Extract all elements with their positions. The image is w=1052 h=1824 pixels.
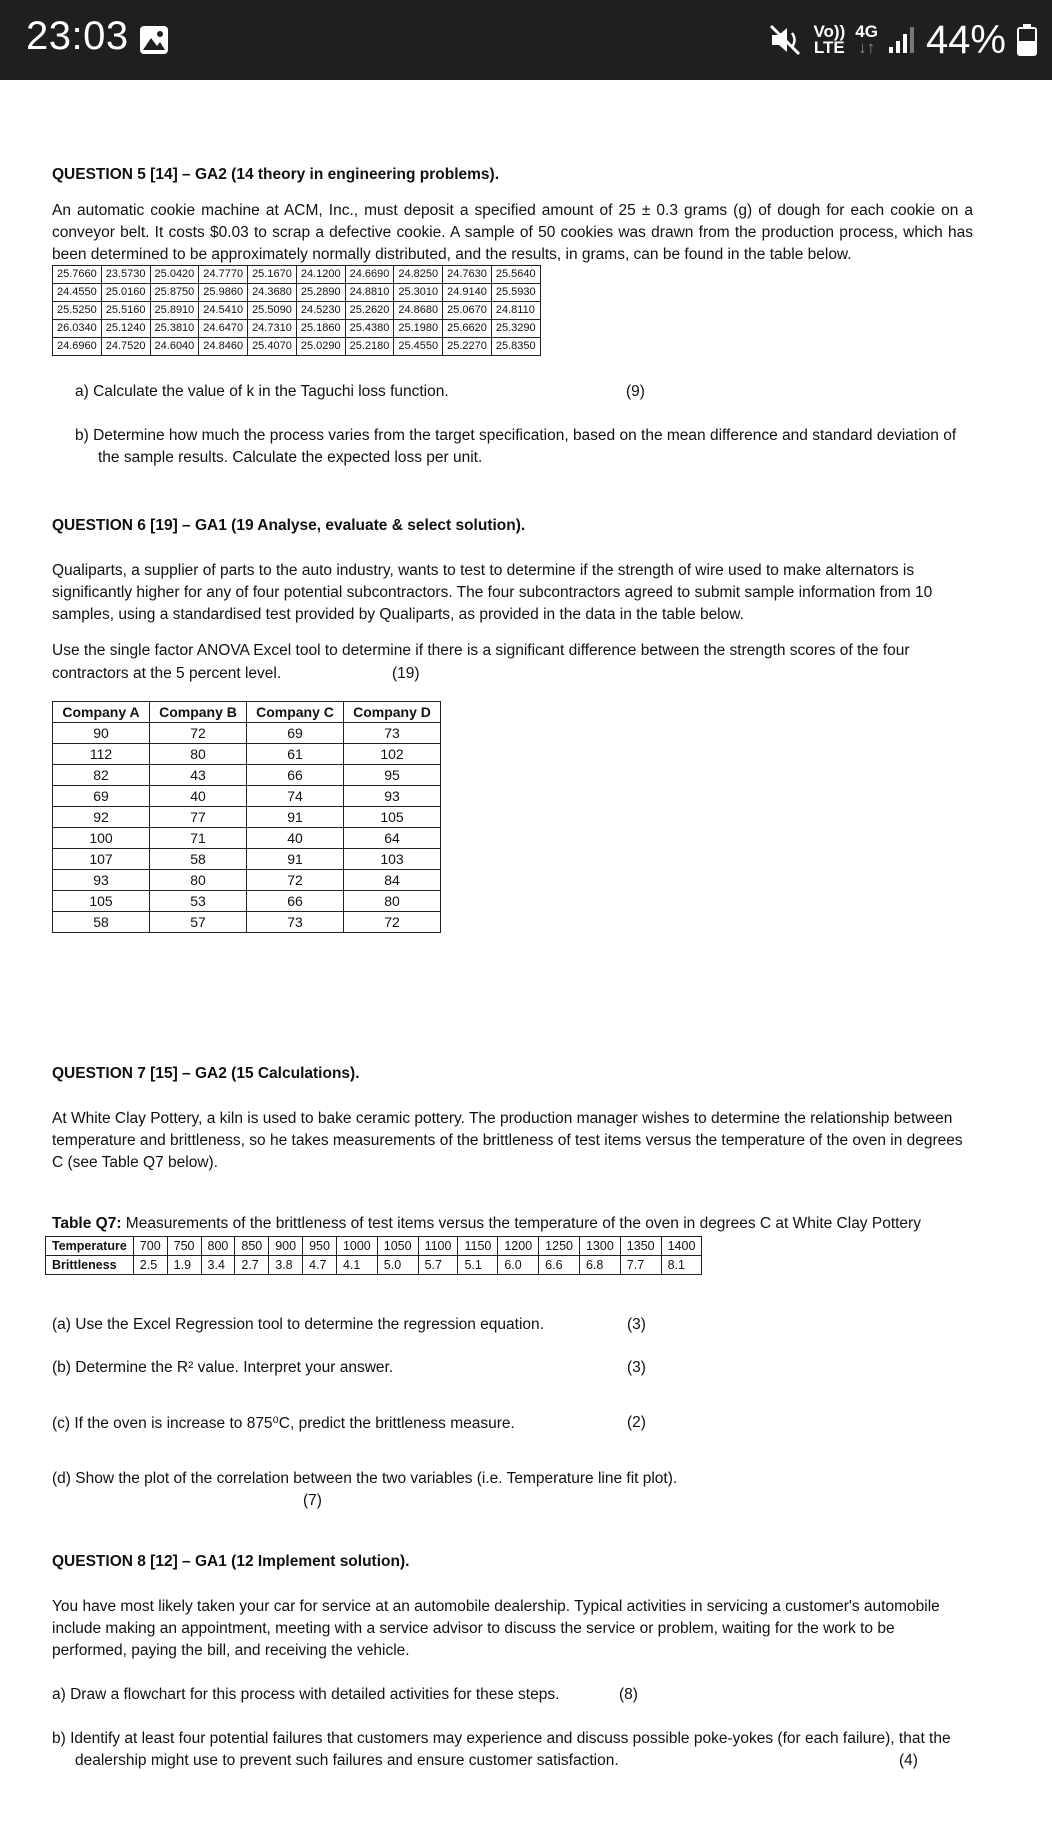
q5-body: An automatic cookie machine at ACM, Inc., must deposit a specified amount of 25 ± 0.3 grams (g) of dough for each cookie on a conveyor belt. It costs $0.03 to scrap a defective cookie. A sample of 50 cookies was drawn from the production process, which has been determined to be approximately normally distributed, and the results, in grams, can be found in the table below. xyxy=(52,202,973,263)
table-cell: 24.7630 xyxy=(443,266,492,284)
table-cell: 25.5160 xyxy=(101,302,150,320)
table-cell: 24.7520 xyxy=(101,338,150,356)
q7-title: QUESTION 7 [15] – GA2 (15 Calculations). xyxy=(52,1065,360,1082)
table-cell: 750 xyxy=(167,1237,201,1256)
table-cell: 92 xyxy=(53,807,150,828)
table-cell: 1350 xyxy=(620,1237,661,1256)
table-cell: 24.6470 xyxy=(199,320,248,338)
table-cell: 25.0670 xyxy=(443,302,492,320)
table-cell: 24.6690 xyxy=(345,266,394,284)
table-cell: 25.1240 xyxy=(101,320,150,338)
table-cell: 66 xyxy=(247,891,344,912)
table-cell: 24.8680 xyxy=(394,302,443,320)
table-cell: 82 xyxy=(53,765,150,786)
row-header: Temperature xyxy=(46,1237,134,1256)
table-cell: 1200 xyxy=(498,1237,539,1256)
status-bar xyxy=(0,0,1052,80)
q7-data-table xyxy=(45,1236,702,1275)
table-cell: 24.8810 xyxy=(345,284,394,302)
table-header-row xyxy=(53,702,441,723)
q7-part-c: (c) If the oven is increase to 875⁰C, predict the brittleness measure. xyxy=(52,1415,515,1432)
q6-company-table xyxy=(52,701,441,933)
table-row xyxy=(53,891,441,912)
table-row xyxy=(53,765,441,786)
table-cell: 25.7660 xyxy=(53,266,102,284)
q8-body: You have most likely taken your car for service at an automobile dealership. Typical activities in servicing a customer's automobile include making an appointment, meeting with a service advisor to discuss the service or problem, waiting for the work to be performed, paying the bill, and receiving the vehicle. xyxy=(52,1598,940,1659)
table-cell: 24.1200 xyxy=(296,266,345,284)
q7-table-caption-text: Measurements of the brittleness of test items versus the temperature of the oven in degrees C at White Clay Pottery xyxy=(121,1215,921,1232)
table-cell: 25.8910 xyxy=(150,302,199,320)
q5-part-a-marks: (9) xyxy=(626,383,645,400)
table-cell: 24.3680 xyxy=(248,284,297,302)
table-cell: 800 xyxy=(201,1237,235,1256)
table-cell: 900 xyxy=(269,1237,303,1256)
table-cell: 93 xyxy=(344,786,441,807)
q8-part-a-marks: (8) xyxy=(619,1686,638,1703)
table-cell: 58 xyxy=(53,912,150,933)
table-cell: 90 xyxy=(53,723,150,744)
table-cell: 2.7 xyxy=(235,1256,269,1275)
column-header: Company C xyxy=(247,702,344,723)
q5-data-table xyxy=(52,265,541,356)
table-cell: 100 xyxy=(53,828,150,849)
table-cell: 3.8 xyxy=(269,1256,303,1275)
mute-icon xyxy=(769,23,803,57)
table-cell: 25.4070 xyxy=(248,338,297,356)
table-cell: 93 xyxy=(53,870,150,891)
table-cell: 1400 xyxy=(661,1237,702,1256)
table-cell: 80 xyxy=(150,744,247,765)
table-cell: 8.1 xyxy=(661,1256,702,1275)
table-cell: 6.8 xyxy=(579,1256,620,1275)
q7-part-b: (b) Determine the R² value. Interpret your answer. xyxy=(52,1359,394,1376)
table-cell: 1300 xyxy=(579,1237,620,1256)
table-cell: 25.5250 xyxy=(53,302,102,320)
table-row xyxy=(53,723,441,744)
q8-part-a: a) Draw a flowchart for this process with detailed activities for these steps. xyxy=(52,1686,560,1703)
battery-percent: 44% xyxy=(925,17,1006,62)
table-cell: 1250 xyxy=(539,1237,580,1256)
table-cell: 24.8460 xyxy=(199,338,248,356)
table-cell: 95 xyxy=(344,765,441,786)
q7-table-caption-label: Table Q7: xyxy=(52,1215,122,1232)
table-cell: 91 xyxy=(247,849,344,870)
table-cell: 24.7310 xyxy=(248,320,297,338)
table-cell: 25.5090 xyxy=(248,302,297,320)
table-cell: 25.4380 xyxy=(345,320,394,338)
table-cell: 53 xyxy=(150,891,247,912)
table-cell: 58 xyxy=(150,849,247,870)
table-cell: 73 xyxy=(344,723,441,744)
q7-body: At White Clay Pottery, a kiln is used to bake ceramic pottery. The production manager wishes to determine the relationship between temperature and brittleness, so he takes measurements of the brittleness of test items versus the temperature of the oven in degrees C (see Table Q7 below). xyxy=(52,1110,963,1171)
q6-body: Qualiparts, a supplier of parts to the auto industry, wants to test to determine if the strength of wire used to make alternators is significantly higher for any of four potential subcontractors. The four subcontractors agreed to submit sample information from 10 samples, using a standardised test provided by Qualiparts, as provided in the data in the table below. xyxy=(52,562,933,623)
table-cell: 84 xyxy=(344,870,441,891)
table-cell: 24.5230 xyxy=(296,302,345,320)
table-cell: 25.6620 xyxy=(443,320,492,338)
table-cell: 24.8110 xyxy=(491,302,540,320)
q6-title: QUESTION 6 [19] – GA1 (19 Analyse, evaluate & select solution). xyxy=(52,517,526,534)
table-cell: 1100 xyxy=(418,1237,458,1256)
table-cell: 105 xyxy=(344,807,441,828)
row-header: Brittleness xyxy=(46,1256,134,1275)
q5-title: QUESTION 5 [14] – GA2 (14 theory in engineering problems). xyxy=(52,166,500,183)
table-row xyxy=(53,284,541,302)
table-cell: 5.1 xyxy=(458,1256,498,1275)
table-row xyxy=(53,912,441,933)
signal-icon xyxy=(888,25,916,55)
table-cell: 64 xyxy=(344,828,441,849)
q5-part-a: a) Calculate the value of k in the Taguchi loss function. xyxy=(75,383,449,400)
q6-marks: (19) xyxy=(392,665,420,682)
q5-part-b-line1: b) Determine how much the process varies from the target specification, based on the mean difference and standard deviation of xyxy=(75,427,957,444)
table-cell: 25.8350 xyxy=(491,338,540,356)
table-cell: 5.0 xyxy=(377,1256,418,1275)
table-cell: 74 xyxy=(247,786,344,807)
table-cell: 25.0290 xyxy=(296,338,345,356)
table-row xyxy=(53,302,541,320)
table-cell: 57 xyxy=(150,912,247,933)
table-cell: 700 xyxy=(133,1237,167,1256)
table-cell: 72 xyxy=(150,723,247,744)
table-cell: 24.6960 xyxy=(53,338,102,356)
table-row xyxy=(53,870,441,891)
table-cell: 80 xyxy=(344,891,441,912)
table-cell: 80 xyxy=(150,870,247,891)
q8-part-b-line2: dealership might use to prevent such failures and ensure customer satisfaction. xyxy=(75,1752,619,1769)
table-row xyxy=(53,828,441,849)
gallery-icon xyxy=(138,24,170,56)
table-row xyxy=(53,849,441,870)
table-cell: 40 xyxy=(150,786,247,807)
table-cell: 25.0420 xyxy=(150,266,199,284)
table-cell: 23.5730 xyxy=(101,266,150,284)
table-cell: 25.3010 xyxy=(394,284,443,302)
table-cell: 3.4 xyxy=(201,1256,235,1275)
table-cell: 850 xyxy=(235,1237,269,1256)
table-cell: 25.2270 xyxy=(443,338,492,356)
table-row xyxy=(53,786,441,807)
table-cell: 107 xyxy=(53,849,150,870)
table-cell: 2.5 xyxy=(133,1256,167,1275)
table-row xyxy=(53,338,541,356)
q7-table-caption xyxy=(52,1215,921,1233)
q6-instruction-line1: Use the single factor ANOVA Excel tool to determine if there is a significant difference between the strength scores of the four xyxy=(52,642,910,659)
q7-part-d-marks: (7) xyxy=(303,1492,322,1509)
table-cell: 6.0 xyxy=(498,1256,539,1275)
battery-icon xyxy=(1016,23,1038,57)
q7-part-a-marks: (3) xyxy=(627,1316,646,1333)
table-cell: 69 xyxy=(53,786,150,807)
table-cell: 43 xyxy=(150,765,247,786)
table-cell: 73 xyxy=(247,912,344,933)
table-cell: 25.1860 xyxy=(296,320,345,338)
table-cell: 25.0160 xyxy=(101,284,150,302)
table-cell: 25.9860 xyxy=(199,284,248,302)
table-cell: 25.3290 xyxy=(491,320,540,338)
table-cell: 25.1980 xyxy=(394,320,443,338)
table-cell: 102 xyxy=(344,744,441,765)
table-cell: 5.7 xyxy=(418,1256,458,1275)
table-cell: 112 xyxy=(53,744,150,765)
q8-part-b-marks: (4) xyxy=(899,1752,918,1769)
table-cell: 950 xyxy=(303,1237,337,1256)
q5-part-b-line2: the sample results. Calculate the expected loss per unit. xyxy=(98,449,483,466)
table-cell: 77 xyxy=(150,807,247,828)
q7-part-c-marks: (2) xyxy=(627,1414,646,1431)
table-cell: 1050 xyxy=(377,1237,418,1256)
column-header: Company D xyxy=(344,702,441,723)
table-cell: 25.2890 xyxy=(296,284,345,302)
table-cell: 4.7 xyxy=(303,1256,337,1275)
q8-part-b-line1: b) Identify at least four potential failures that customers may experience and discuss possible poke-yokes (for each failure), that the xyxy=(52,1730,951,1747)
table-cell: 25.5930 xyxy=(491,284,540,302)
table-cell: 6.6 xyxy=(539,1256,580,1275)
table-cell: 24.5410 xyxy=(199,302,248,320)
table-cell: 25.4550 xyxy=(394,338,443,356)
table-cell: 24.7770 xyxy=(199,266,248,284)
table-cell: 71 xyxy=(150,828,247,849)
table-cell: 105 xyxy=(53,891,150,912)
q7-part-b-marks: (3) xyxy=(627,1359,646,1376)
table-cell: 7.7 xyxy=(620,1256,661,1275)
table-cell: 24.9140 xyxy=(443,284,492,302)
table-row xyxy=(53,320,541,338)
table-cell: 69 xyxy=(247,723,344,744)
table-cell: 4.1 xyxy=(336,1256,377,1275)
column-header: Company B xyxy=(150,702,247,723)
table-row xyxy=(53,266,541,284)
column-header: Company A xyxy=(53,702,150,723)
table-cell: 26.0340 xyxy=(53,320,102,338)
q7-part-d: (d) Show the plot of the correlation between the two variables (i.e. Temperature line fit plot). xyxy=(52,1470,678,1487)
status-icons xyxy=(769,12,1038,68)
q8-title: QUESTION 8 [12] – GA1 (12 Implement solution). xyxy=(52,1553,410,1570)
clock: 23:03 xyxy=(26,14,129,58)
table-cell: 72 xyxy=(344,912,441,933)
table-cell: 61 xyxy=(247,744,344,765)
table-row xyxy=(46,1237,702,1256)
table-cell: 91 xyxy=(247,807,344,828)
table-cell: 1150 xyxy=(458,1237,498,1256)
table-cell: 24.4550 xyxy=(53,284,102,302)
table-cell: 40 xyxy=(247,828,344,849)
table-cell: 25.8750 xyxy=(150,284,199,302)
table-cell: 1000 xyxy=(336,1237,377,1256)
network-type: 4G ↓↑ xyxy=(855,22,878,57)
table-cell: 24.6040 xyxy=(150,338,199,356)
q6-instruction-line2: contractors at the 5 percent level. xyxy=(52,665,282,682)
q7-part-a: (a) Use the Excel Regression tool to determine the regression equation. xyxy=(52,1316,544,1333)
table-cell: 24.8250 xyxy=(394,266,443,284)
table-cell: 103 xyxy=(344,849,441,870)
table-cell: 25.5640 xyxy=(491,266,540,284)
table-cell: 25.3810 xyxy=(150,320,199,338)
table-row xyxy=(53,807,441,828)
table-cell: 66 xyxy=(247,765,344,786)
table-row xyxy=(53,744,441,765)
table-cell: 1.9 xyxy=(167,1256,201,1275)
table-row xyxy=(46,1256,702,1275)
table-cell: 72 xyxy=(247,870,344,891)
table-cell: 25.1670 xyxy=(248,266,297,284)
volte-indicator: Vo)) LTE xyxy=(813,22,846,57)
table-cell: 25.2620 xyxy=(345,302,394,320)
table-cell: 25.2180 xyxy=(345,338,394,356)
